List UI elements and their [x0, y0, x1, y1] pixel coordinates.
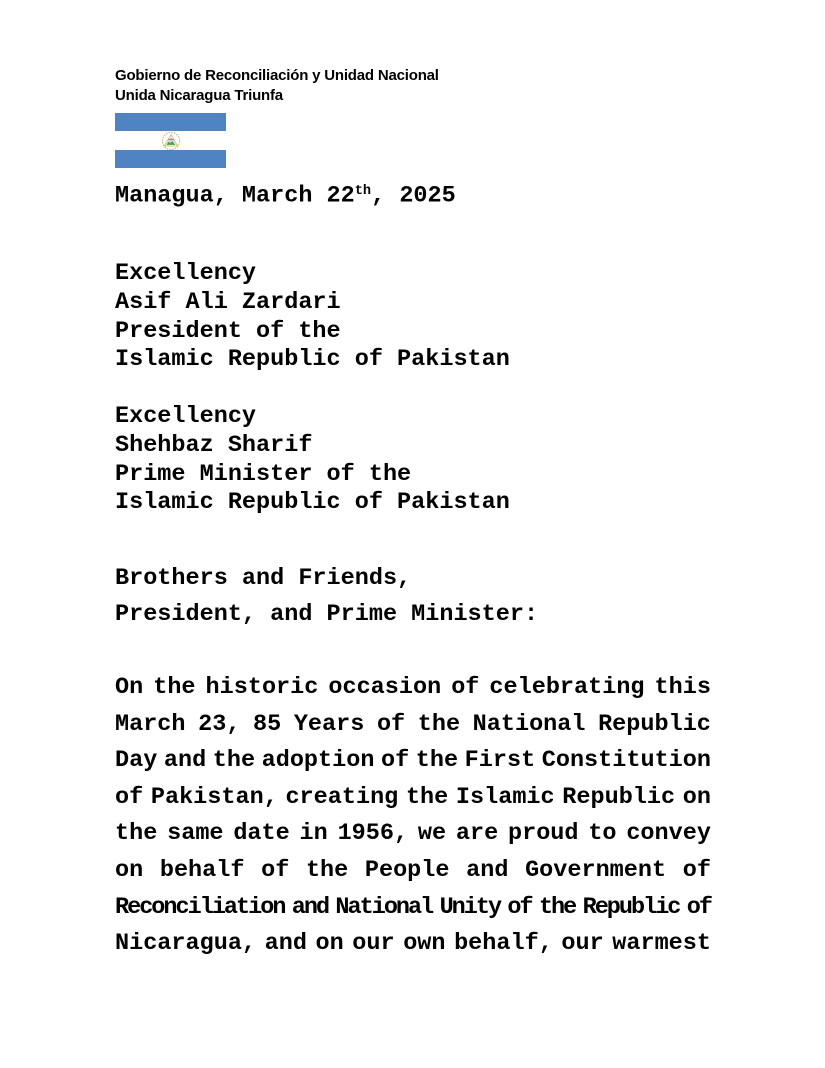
recipient-country: Islamic Republic of Pakistan: [115, 489, 510, 517]
word: 23,: [198, 710, 241, 738]
word: First: [464, 747, 536, 775]
word: of: [381, 747, 410, 775]
word: the: [212, 747, 256, 775]
word: Nicaragua,: [115, 930, 257, 958]
body-line: [115, 670, 711, 707]
date-line: [115, 178, 456, 210]
recipient-block-president: [115, 260, 510, 375]
body-line: [115, 780, 711, 817]
word: of: [376, 710, 406, 738]
word: warmest: [612, 930, 711, 958]
word: historic: [205, 674, 319, 701]
word: and: [163, 747, 207, 775]
recipient-block-prime-minister: [115, 403, 510, 518]
body-line: [115, 743, 711, 780]
word: in: [299, 820, 328, 848]
word: the: [305, 856, 349, 884]
date-suffix: , 2025: [371, 182, 456, 210]
word: Republic: [562, 783, 676, 811]
body-line: [115, 853, 711, 890]
body-line: [115, 890, 711, 927]
word: behalf: [159, 856, 245, 884]
word: of: [682, 856, 711, 884]
word: same: [167, 820, 224, 848]
recipient-title: Excellency: [115, 260, 257, 287]
word: on: [315, 930, 344, 958]
word: National: [335, 893, 433, 921]
recipient-office: President of the: [115, 317, 341, 345]
word: occasion: [328, 674, 442, 701]
word: creating: [285, 783, 399, 811]
word: of: [115, 783, 144, 811]
word: on: [115, 856, 144, 884]
recipient-title: Excellency: [115, 403, 257, 430]
nicaragua-coat-of-arms-icon: [159, 131, 183, 151]
word: Day: [115, 747, 158, 775]
word: Constitution: [541, 747, 711, 775]
recipient-name: Shehbaz Sharif: [115, 431, 313, 459]
word: the: [415, 747, 459, 775]
body-line: [115, 816, 711, 853]
word: National: [472, 710, 586, 738]
word: and: [291, 893, 329, 921]
word: our: [352, 930, 395, 958]
date-ordinal-superscript: th: [354, 184, 372, 199]
word: On: [115, 674, 144, 701]
word: are: [455, 820, 499, 848]
word: March: [115, 710, 186, 738]
word: convey: [626, 820, 711, 848]
word: proud: [508, 820, 579, 848]
word: to: [588, 820, 617, 848]
word: 85: [253, 710, 282, 738]
recipient-office: Prime Minister of the: [115, 460, 412, 488]
letterhead-line1: Gobierno de Reconciliación y Unidad Nacional: [115, 67, 439, 84]
nicaragua-flag: [115, 113, 226, 168]
word: the: [115, 820, 158, 848]
word: Years: [293, 710, 365, 738]
word: our: [561, 930, 604, 958]
word: own: [403, 930, 446, 958]
salutation-line2: President, and Prime Minister:: [115, 600, 539, 628]
word: 1956,: [337, 820, 409, 848]
body-line: [115, 707, 711, 744]
word: Islamic: [455, 783, 555, 811]
word: the: [153, 674, 196, 701]
word: of: [507, 893, 532, 921]
flag-stripe-bottom: [115, 150, 226, 168]
word: we: [417, 820, 447, 848]
word: date: [233, 820, 290, 848]
word: and: [466, 856, 509, 884]
word: Unity: [439, 893, 501, 921]
word: celebrating: [489, 674, 645, 701]
body-line: [115, 926, 711, 963]
word: behalf,: [454, 930, 553, 958]
flag-stripe-top: [115, 113, 226, 131]
word: Pakistan,: [150, 783, 278, 811]
letterhead: [115, 66, 439, 105]
body-paragraph: [115, 670, 711, 963]
salutation: [115, 561, 538, 632]
salutation-line1: Brothers and Friends,: [115, 565, 412, 592]
word: the: [417, 710, 461, 738]
word: Government: [525, 856, 667, 884]
date-prefix: Managua, March 22: [115, 182, 355, 210]
word: of: [451, 674, 480, 701]
word: the: [538, 893, 576, 921]
word: People: [364, 856, 450, 884]
word: on: [682, 783, 711, 811]
word: of: [686, 893, 711, 921]
word: the: [405, 783, 449, 811]
word: and: [264, 930, 307, 958]
recipient-country: Islamic Republic of Pakistan: [115, 346, 510, 374]
letterhead-line2: Unida Nicaragua Triunfa: [115, 86, 283, 104]
word: Reconciliation: [115, 893, 285, 921]
recipient-name: Asif Ali Zardari: [115, 288, 341, 316]
word: Republic: [582, 893, 680, 921]
word: of: [261, 856, 290, 884]
word: adoption: [261, 747, 375, 775]
word: this: [654, 674, 711, 701]
word: Republic: [598, 710, 711, 738]
